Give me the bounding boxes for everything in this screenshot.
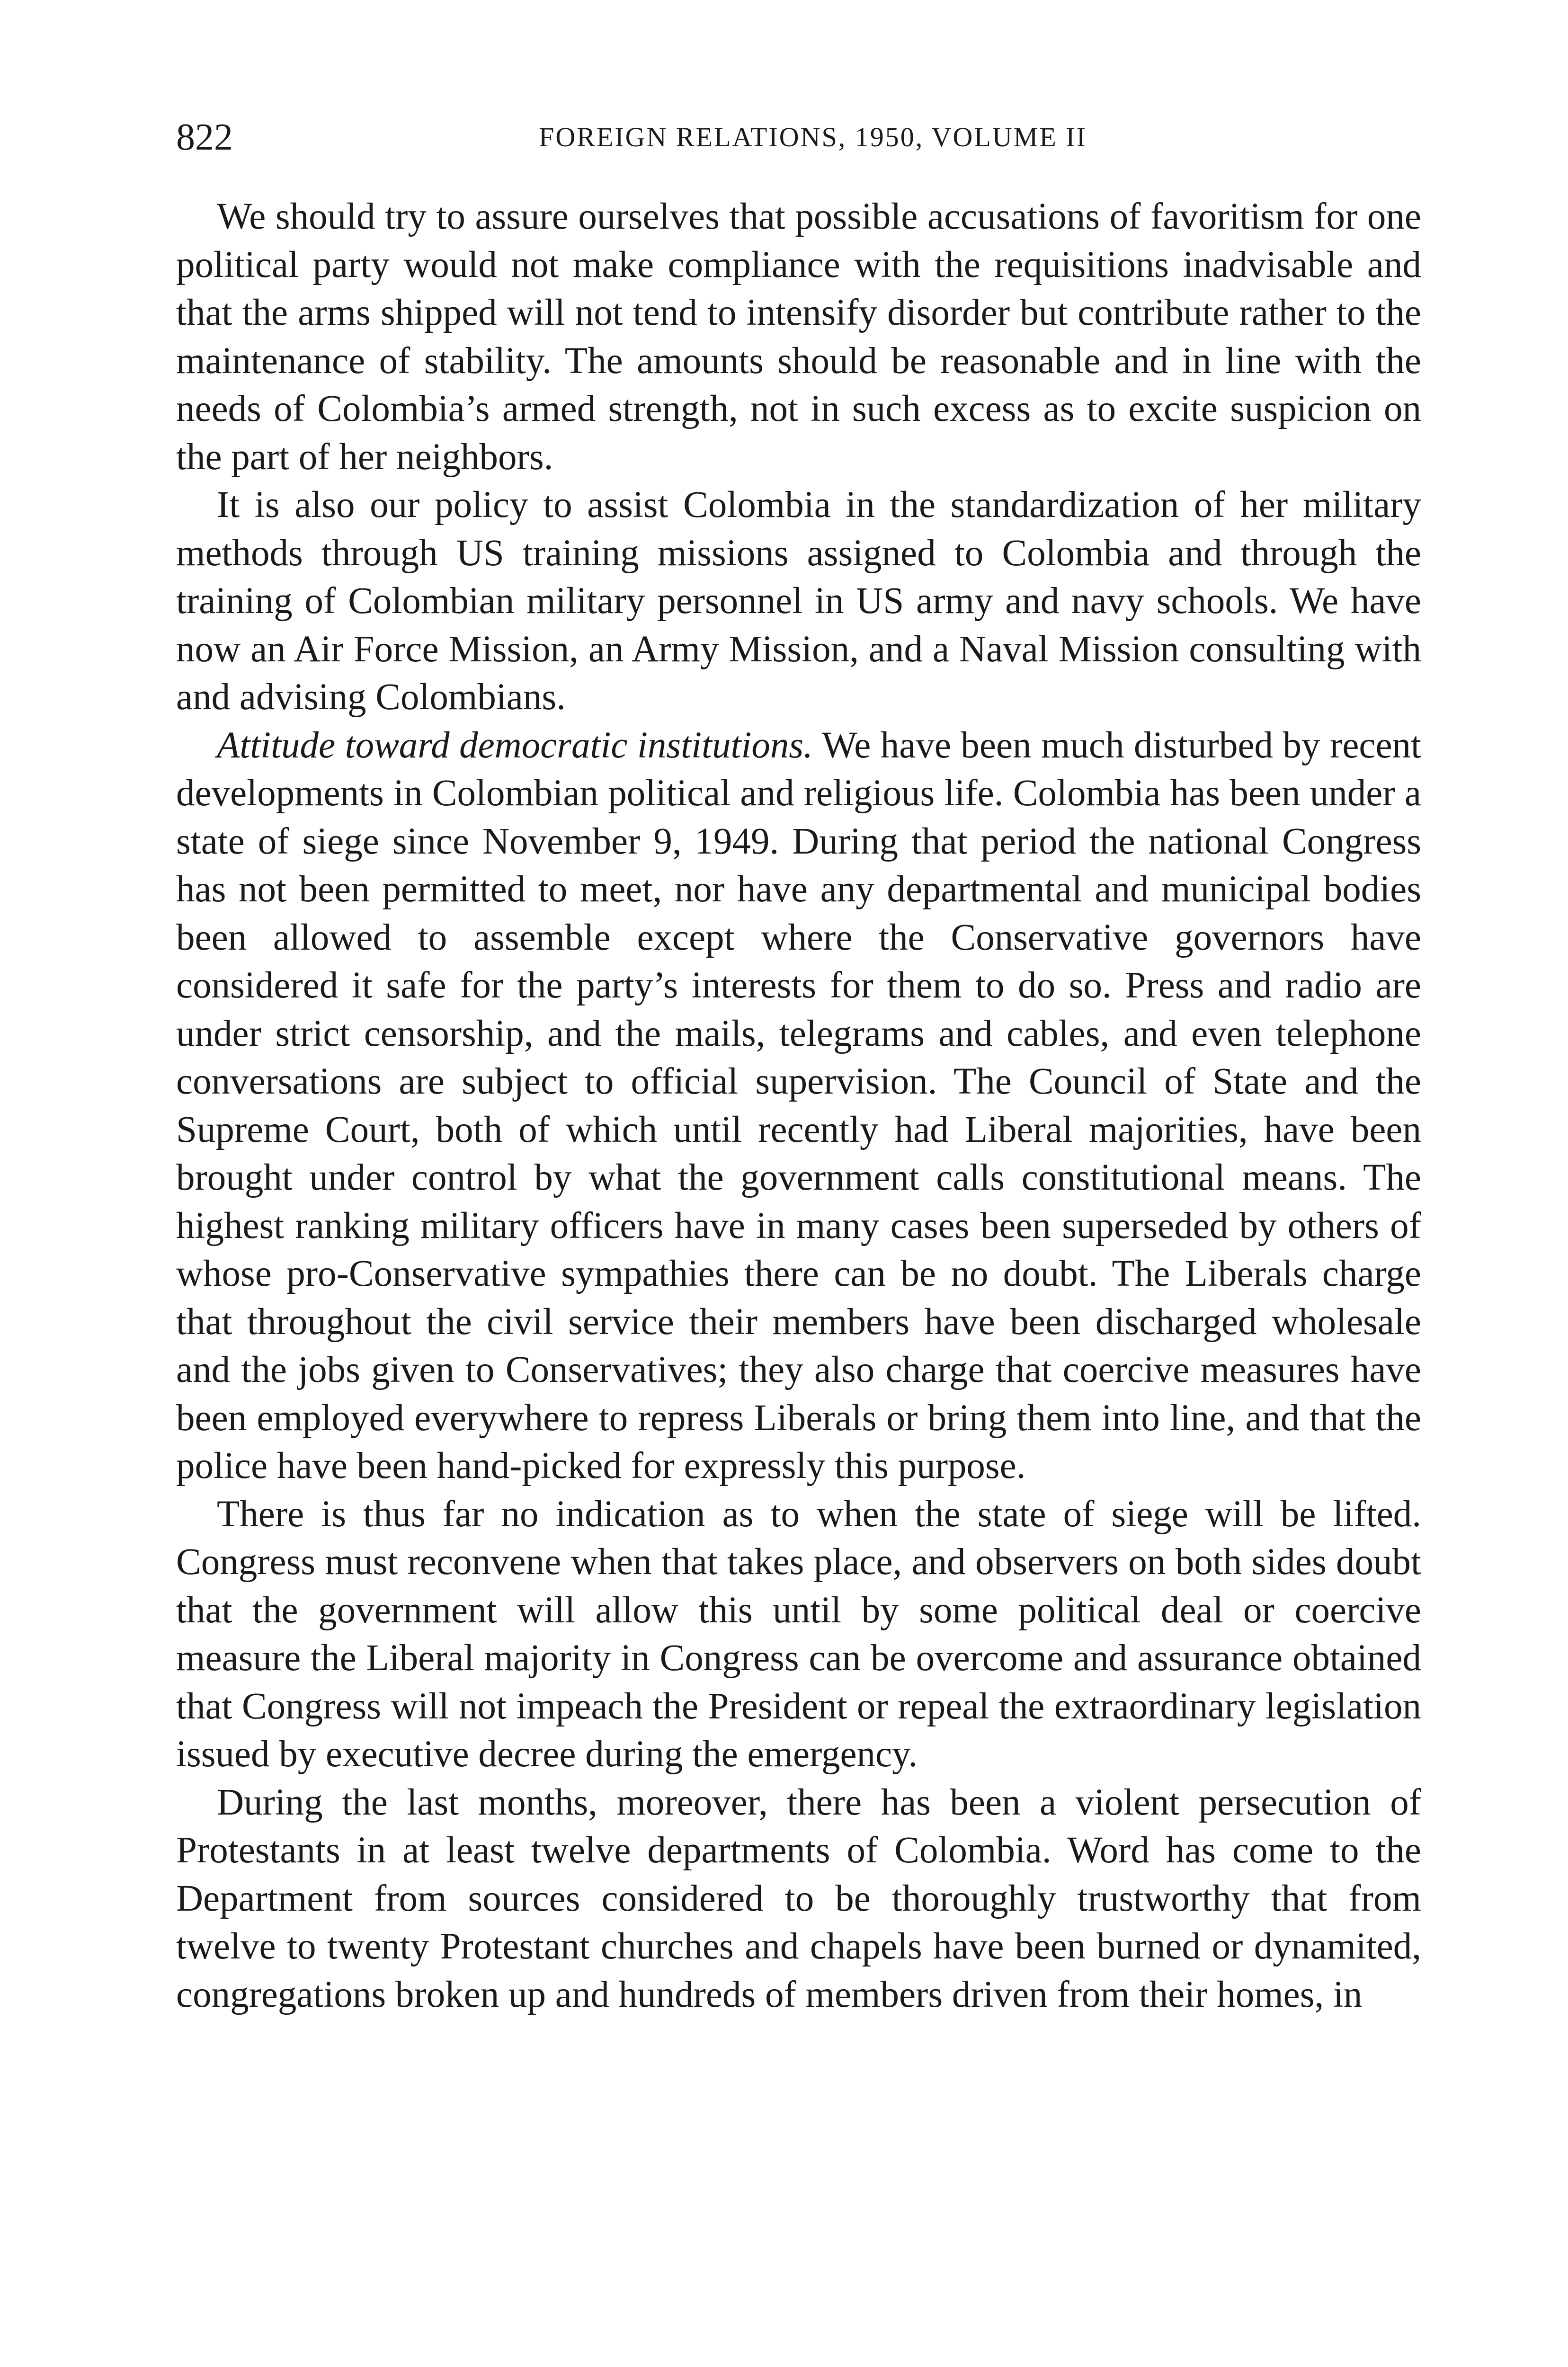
paragraph-text: There is thus far no indication as to when the state of siege will be lifted. Congress must reconvene when that takes place, and observers on both sides doubt that the government will allow this until by some political deal or coercive measure the Liberal majority in Congress can be overcome and assurance obtained that Congress will not impeach the President or repeal the extraordinary legislation issued by executive decree during the emergency.	[176, 1493, 1421, 1775]
paragraph-arms-shipments	[176, 193, 1421, 481]
paragraph-protestant-persecution	[176, 1779, 1421, 2019]
page-number: 822	[176, 116, 233, 158]
paragraph-military-standardization	[176, 481, 1421, 721]
body-text	[176, 193, 1421, 2019]
paragraph-democratic-institutions	[176, 721, 1421, 1490]
running-head-title: FOREIGN RELATIONS, 1950, VOLUME II	[539, 122, 1087, 152]
paragraph-text: During the last months, moreover, there has been a violent persecution of Protestants in at least twelve departments of Colombia. Word has come to the Department from sources considered to be thoroughly trustworthy that from twelve to twenty Protestant churches and chapels have been burned or dynamited, congregations broken up and hundreds of members driven from their homes, in	[176, 1781, 1421, 2015]
paragraph-text: We have been much disturbed by recent developments in Colombian political and religious life. Colombia has been under a state of siege since November 9, 1949. During that period the national Congress has not been permitted to meet, nor have any departmental and municipal bodies been allowed to assemble except where the Conservative governors have considered it safe for the party’s interests for them to do so. Press and radio are under strict censorship, and the mails, telegrams and cables, and even telephone conversations are subject to official supervision. The Council of State and the Supreme Court, both of which until recently had Liberal majorities, have been brought under control by what the government calls constitutional means. The highest ranking military officers have in many cases been superseded by others of whose pro-Conservative sympathies there can be no doubt. The Liberals charge that throughout the civil service their members have been discharged wholesale and the jobs given to Conservatives; they also charge that coercive measures have been employed everywhere to repress Liberals or bring them into line, and that the police have been hand-picked for expressly this purpose.	[176, 724, 1421, 1486]
paragraph-state-of-siege	[176, 1490, 1421, 1779]
paragraph-text: We should try to assure ourselves that possible accusations of favoritism for one political party would not make compliance with the requisitions inadvisable and that the arms shipped will not tend to intensify disorder but contribute rather to the maintenance of stability. The amounts should be reasonable and in line with the needs of Colombia’s armed strength, not in such excess as to excite suspicion on the part of her neighbors.	[176, 196, 1421, 478]
paragraph-text: It is also our policy to assist Colombia in the standardization of her military methods through US training missions assigned to Colombia and through the training of Colombian military personnel in US army and navy schools. We have now an Air Force Mission, an Army Mission, and a Naval Mission consulting with and advising Colombians.	[176, 484, 1421, 718]
running-head	[176, 111, 1421, 163]
section-heading: Attitude toward democratic institutions.	[217, 724, 813, 766]
